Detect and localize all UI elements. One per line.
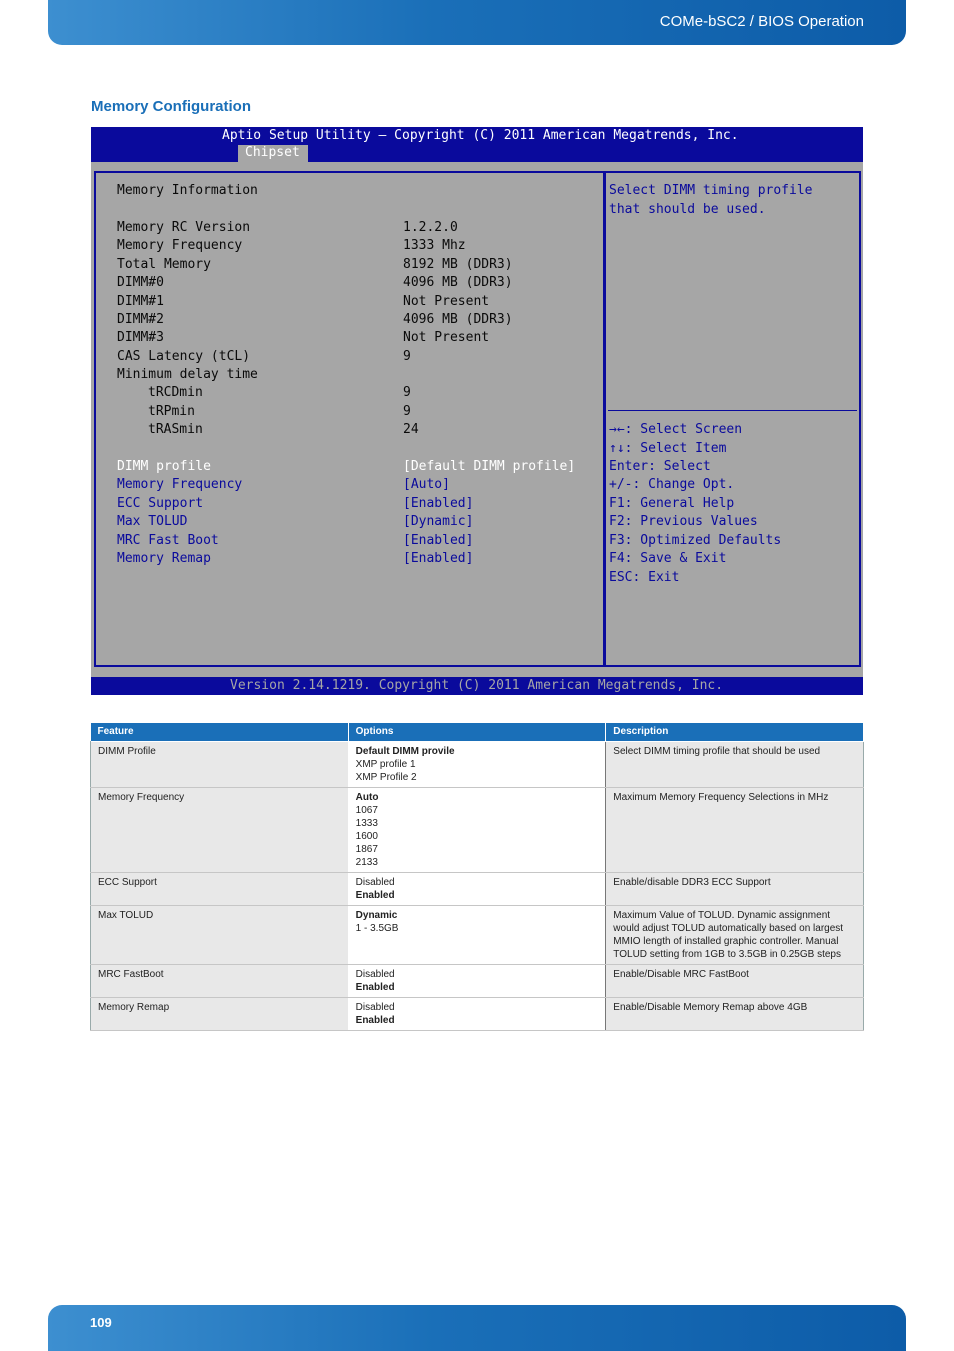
table-row	[91, 905, 864, 964]
bios-screenshot	[91, 127, 863, 695]
info-label: tRPmin	[148, 404, 195, 419]
info-label: Memory Frequency	[117, 238, 243, 253]
options-cell	[348, 872, 606, 905]
option: 1600	[355, 830, 378, 842]
description-cell: Maximum Memory Frequency Selections in MHz	[606, 787, 864, 872]
option: XMP Profile 2	[355, 771, 417, 783]
info-value: 4096 MB (DDR3)	[403, 275, 513, 290]
bios-help-panel	[604, 171, 861, 667]
bios-title: Aptio Setup Utility – Copyright (C) 2011 American Megatrends, Inc.	[222, 128, 739, 143]
setting-memory-frequency[interactable]: Memory Frequency	[117, 477, 243, 492]
options-cell	[348, 787, 606, 872]
bios-footer	[91, 677, 863, 695]
key-hint: ESC: Exit	[609, 570, 680, 585]
info-value: Not Present	[403, 294, 490, 309]
info-value: 1.2.2.0	[403, 220, 458, 235]
table-row	[91, 997, 864, 1030]
info-value: 9	[403, 385, 411, 400]
info-label: DIMM#1	[117, 294, 164, 309]
memory-info-heading: Memory Information	[117, 183, 258, 198]
setting-ecc-support[interactable]: ECC Support	[117, 496, 204, 511]
setting-memory-frequency-value[interactable]: [Auto]	[403, 477, 450, 492]
setting-memory-remap[interactable]: Memory Remap	[117, 551, 211, 566]
feature-cell: Max TOLUD	[91, 905, 349, 964]
options-cell	[348, 997, 606, 1030]
options-table	[90, 723, 864, 1031]
info-label: DIMM#3	[117, 330, 164, 345]
help-text-line: Select DIMM timing profile	[609, 183, 813, 198]
setting-max-tolud-value[interactable]: [Dynamic]	[403, 514, 474, 529]
header-banner	[48, 0, 906, 45]
info-label: CAS Latency (tCL)	[117, 349, 251, 364]
option: XMP profile 1	[355, 758, 416, 770]
key-hint: F2: Previous Values	[609, 514, 758, 529]
setting-max-tolud[interactable]: Max TOLUD	[117, 514, 188, 529]
info-value: 24	[403, 422, 419, 437]
description-cell: Enable/Disable Memory Remap above 4GB	[606, 997, 864, 1030]
setting-memory-remap-value[interactable]: [Enabled]	[403, 551, 474, 566]
info-value: 9	[403, 349, 411, 364]
setting-dimm-profile-value[interactable]: [Default DIMM profile]	[403, 459, 576, 474]
help-text-line: that should be used.	[609, 202, 766, 217]
options-cell	[348, 905, 606, 964]
info-label: DIMM#2	[117, 312, 164, 327]
feature-cell: ECC Support	[91, 872, 349, 905]
info-value: 1333 Mhz	[403, 238, 466, 253]
table-row	[91, 741, 864, 787]
option: Disabled	[355, 1001, 395, 1013]
table-row	[91, 872, 864, 905]
option: 1333	[355, 817, 378, 829]
info-value: 4096 MB (DDR3)	[403, 312, 513, 327]
description-cell: Enable/disable DDR3 ECC Support	[606, 872, 864, 905]
feature-cell: MRC FastBoot	[91, 964, 349, 997]
default-option: Dynamic	[355, 909, 398, 921]
key-hint: F3: Optimized Defaults	[609, 533, 782, 548]
info-label: Minimum delay time	[117, 367, 258, 382]
table-row	[91, 787, 864, 872]
key-hint: F4: Save & Exit	[609, 551, 727, 566]
header-description: Description	[606, 723, 864, 741]
help-divider	[608, 410, 857, 411]
options-cell	[348, 741, 606, 787]
bios-header	[91, 127, 863, 162]
option: Disabled	[355, 876, 395, 888]
info-label: Memory RC Version	[117, 220, 251, 235]
feature-cell: Memory Remap	[91, 997, 349, 1030]
key-hint: +/-: Change Opt.	[609, 477, 735, 492]
tab-chipset-label: Chipset	[245, 145, 300, 160]
table-row	[91, 964, 864, 997]
section-heading: Memory Configuration	[91, 98, 251, 115]
header-feature: Feature	[91, 723, 349, 741]
bios-settings-panel	[94, 171, 605, 667]
feature-cell: Memory Frequency	[91, 787, 349, 872]
info-label: DIMM#0	[117, 275, 164, 290]
option: 2133	[355, 856, 378, 868]
info-label: tRCDmin	[148, 385, 203, 400]
setting-dimm-profile[interactable]: DIMM profile	[117, 459, 211, 474]
setting-ecc-support-value[interactable]: [Enabled]	[403, 496, 474, 511]
key-hint: →←: Select Screen	[609, 422, 743, 437]
header-options: Options	[348, 723, 606, 741]
default-option: Enabled	[355, 1014, 395, 1026]
default-option: Enabled	[355, 889, 395, 901]
info-label: tRASmin	[148, 422, 203, 437]
description-cell: Select DIMM timing profile that should be used	[606, 741, 864, 787]
info-value: 8192 MB (DDR3)	[403, 257, 513, 272]
info-value: 9	[403, 404, 411, 419]
default-option: Default DIMM provile	[355, 745, 455, 757]
document-title: COMe-bSC2 / BIOS Operation	[659, 13, 864, 30]
options-cell	[348, 964, 606, 997]
info-label: Total Memory	[117, 257, 211, 272]
bios-version: Version 2.14.1219. Copyright (C) 2011 American Megatrends, Inc.	[230, 678, 724, 693]
setting-mrc-fast-boot-value[interactable]: [Enabled]	[403, 533, 474, 548]
default-option: Auto	[355, 791, 379, 803]
feature-cell: DIMM Profile	[91, 741, 349, 787]
table-header-row	[91, 723, 864, 741]
option: 1067	[355, 804, 378, 816]
footer-banner	[48, 1305, 906, 1351]
key-hint: ↑↓: Select Item	[609, 441, 727, 456]
default-option: Enabled	[355, 981, 395, 993]
setting-mrc-fast-boot[interactable]: MRC Fast Boot	[117, 533, 219, 548]
description-cell: Maximum Value of TOLUD. Dynamic assignment would adjust TOLUD automatically based on largest MMIO length of installed graphic controller. Manual TOLUD setting from 1GB to 3.5GB in 0.25GB steps	[606, 905, 864, 964]
key-hint: F1: General Help	[609, 496, 735, 511]
description-cell: Enable/Disable MRC FastBoot	[606, 964, 864, 997]
info-value: Not Present	[403, 330, 490, 345]
option: 1867	[355, 843, 378, 855]
option: Disabled	[355, 968, 395, 980]
option: 1 - 3.5GB	[355, 922, 399, 934]
tab-chipset[interactable]	[238, 145, 308, 162]
key-hint: Enter: Select	[609, 459, 711, 474]
page-number: 109	[90, 1315, 112, 1330]
